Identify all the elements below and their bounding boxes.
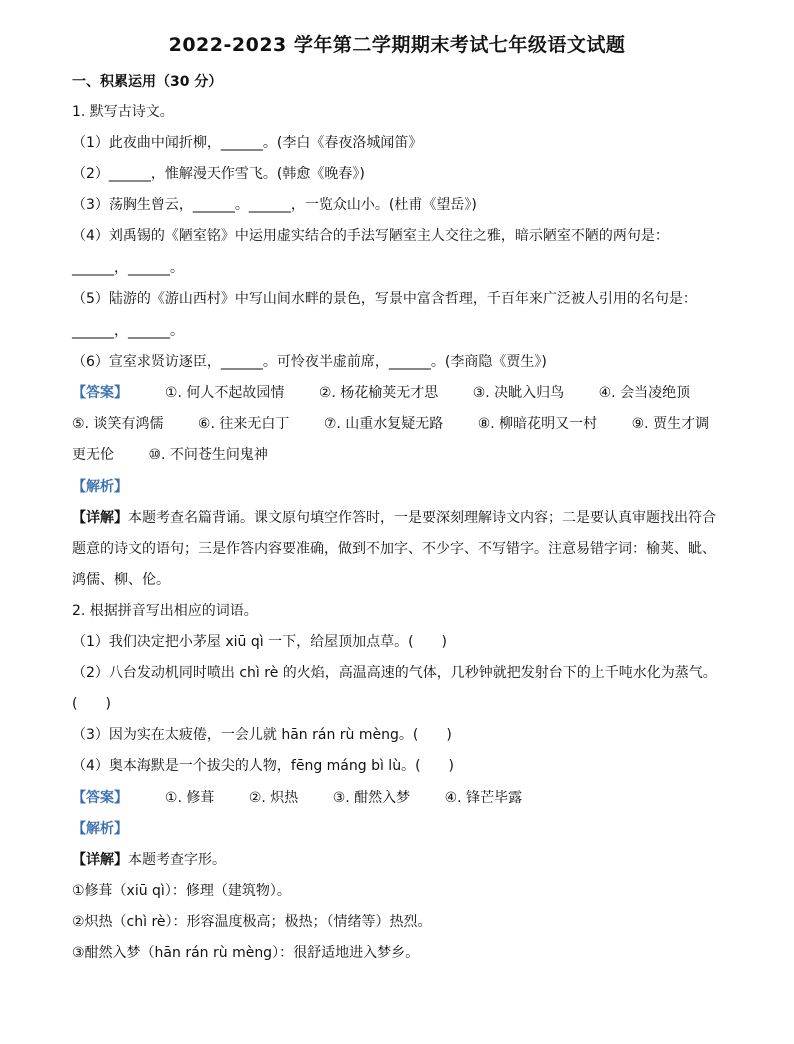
q2-detail-line-4: ③酣然入梦（hān rán rù mèng）：很舒适地进入梦乡。 xyxy=(72,945,420,961)
answer-item: ②. 杨花榆荚无才思 xyxy=(318,385,439,401)
q2-item-2: （2）八台发动机同时喷出 chì rè 的火焰，高温高速的气体，几秒钟就把发射台下的上千吨水化为蒸气。 xyxy=(72,665,717,681)
detail-tag: 【详解】 xyxy=(72,852,128,868)
q2-detail-line-2: ①修葺（xiū qì）：修理（建筑物）。 xyxy=(72,883,291,899)
section-heading: 一、积累运用（30 分） xyxy=(72,74,223,90)
q1-item-5: （5）陆游的《游山西村》中写山间水畔的景色，写景中富含哲理，千百年来广泛被人引用的名句是： xyxy=(72,291,697,307)
q1-item-2: （2）______，惟解漫天作雪飞。(韩愈《晚春》) xyxy=(72,166,365,182)
answer-item: 更无伦 xyxy=(72,447,114,463)
q1-answer-row-1 xyxy=(72,383,690,403)
q1-detail-line-3: 鸿儒、柳、伦。 xyxy=(72,572,170,588)
q1-item-1: （1）此夜曲中闻折柳，______。(李白《春夜洛城闻笛》 xyxy=(72,135,423,151)
q1-item-4: （4）刘禹锡的《陋室铭》中运用虚实结合的手法写陋室主人交往之雅，暗示陋室不陋的两句是： xyxy=(72,228,669,244)
answer-item: ③. 酣然入梦 xyxy=(332,790,411,806)
q1-detail-line-2: 题意的诗文的语句；三是作答内容要准确，做到不加字、不少字、不写错字。注意易错字词：榆荚、眦、 xyxy=(72,541,716,557)
answer-item: ⑩. 不问苍生问鬼神 xyxy=(148,447,268,463)
q1-answer-row-3 xyxy=(72,445,268,465)
answer-item: ⑧. 柳暗花明又一村 xyxy=(477,416,598,432)
answer-item: ⑦. 山重水复疑无路 xyxy=(323,416,444,432)
question-1-stem: 1. 默写古诗文。 xyxy=(72,104,174,120)
detail-text: 本题考查字形。 xyxy=(128,852,226,868)
q1-item-4-blanks: ______，______。 xyxy=(72,260,184,276)
q2-item-1: （1）我们决定把小茅屋 xiū qì 一下，给屋顶加点草。( ) xyxy=(72,634,448,650)
q2-item-4: （4）奥本海默是一个拔尖的人物，fēng máng bì lù。( ) xyxy=(72,758,454,774)
q1-answer-row-2 xyxy=(72,414,709,434)
q1-item-6: （6）宣室求贤访逐臣，______。可怜夜半虚前席，______。(李商隐《贾生》) xyxy=(72,354,547,370)
q2-detail-line-1 xyxy=(72,850,226,870)
analysis-tag: 【解析】 xyxy=(72,821,128,837)
answer-item: ④. 会当凌绝顶 xyxy=(598,385,691,401)
answer-item: ②. 炽热 xyxy=(248,790,299,806)
detail-text: 本题考查名篇背诵。课文原句填空作答时，一是要深刻理解诗文内容；二是要认真审题找出符合 xyxy=(128,510,716,526)
answer-item: ①. 何人不起故园情 xyxy=(164,385,285,401)
answer-item: ④. 锋芒毕露 xyxy=(444,790,523,806)
answer-item: ⑤. 谈笑有鸿儒 xyxy=(72,416,164,432)
answer-tag: 【答案】 xyxy=(72,385,128,401)
q2-item-2-blank: ( ) xyxy=(72,696,111,712)
page-title: 2022-2023 学年第二学期期末考试七年级语文试题 xyxy=(168,34,626,56)
q2-detail-line-3: ②炽热（chì rè）：形容温度极高；极热；（情绪等）热烈。 xyxy=(72,914,432,930)
answer-item: ①. 修葺 xyxy=(164,790,215,806)
answer-item: ⑥. 往来无白丁 xyxy=(197,416,290,432)
q1-item-5-blanks: ______，______。 xyxy=(72,323,184,339)
answer-tag: 【答案】 xyxy=(72,790,128,806)
q1-detail-line-1 xyxy=(72,508,716,528)
question-2-stem: 2. 根据拼音写出相应的词语。 xyxy=(72,603,258,619)
answer-item: ③. 决眦入归鸟 xyxy=(472,385,565,401)
detail-tag: 【详解】 xyxy=(72,510,128,526)
q2-item-3: （3）因为实在太疲倦，一会儿就 hān rán rù mèng。( ) xyxy=(72,727,452,743)
q2-answer-row xyxy=(72,788,522,808)
q1-item-3: （3）荡胸生曾云，______。______，一览众山小。(杜甫《望岳》) xyxy=(72,197,477,213)
analysis-tag: 【解析】 xyxy=(72,479,128,495)
answer-item: ⑨. 贾生才调 xyxy=(631,416,710,432)
